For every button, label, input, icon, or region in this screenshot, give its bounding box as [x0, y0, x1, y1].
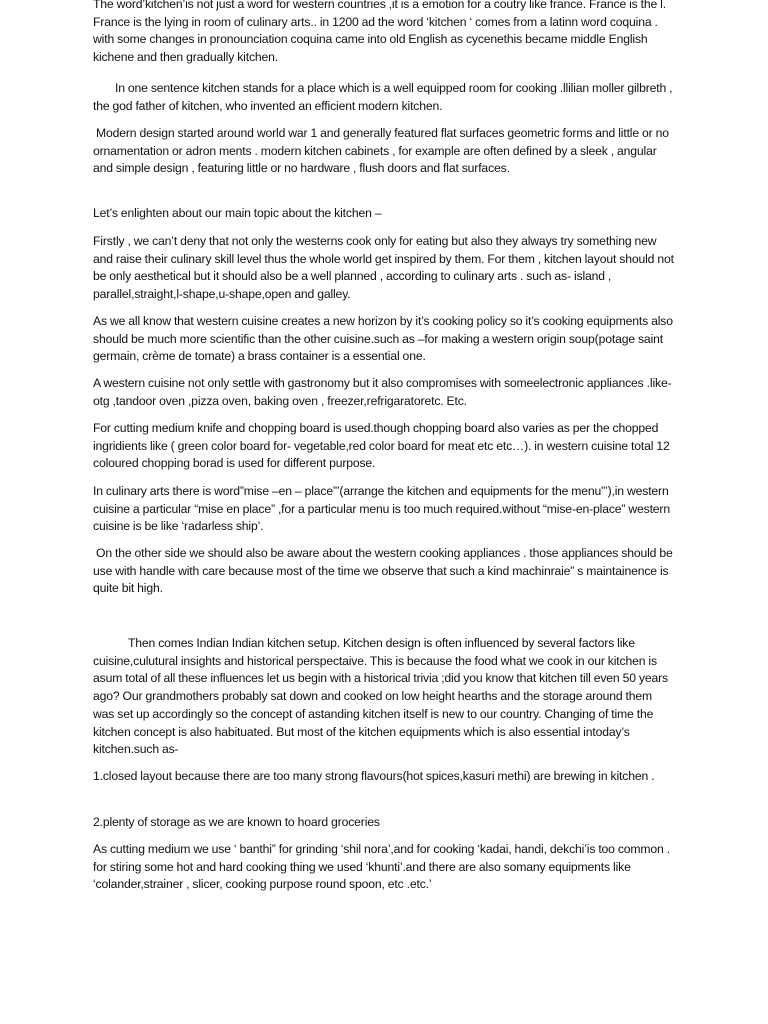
list-item-closed-layout: 1.closed layout because there are too many strong flavours(hot spices,kasuri methi) are brewing in kitchen .	[93, 769, 655, 783]
paragraph-western-equipment: As we all know that western cuisine creates a new horizon by it’s cooking policy so it’s cooking equipments also should be much more scientific than the other cuisine.such as –for making a western origin soup(potage saint germain, crème de tomate) a brass container is a essential one.	[93, 314, 673, 364]
paragraph-definition: In one sentence kitchen stands for a place which is a well equipped room for cooking .llilian moller gilbreth , the god father of kitchen, who invented an efficient modern kitchen.	[93, 81, 673, 113]
paragraph-mise-en-place: In culinary arts there is word”mise –en – place”’(arrange the kitchen and equipments for the menu”’),in western cuisine a particular “mise en place” ,for a particular menu is too much required.without “mise-en-place” western cuisine is be like ‘radarless ship’.	[93, 484, 670, 534]
list-item-storage: 2.plenty of storage as we are known to hoard groceries	[93, 815, 380, 829]
paragraph-western-layout: Firstly , we can’t deny that not only the westerns cook only for eating but also they always try something new and raise their culinary skill level thus the whole world get inspired by them. For them , kitchen layout should not be only aesthetical but it should also be a well planned , according to culinary arts . such as- island , parallel,straight,l-shape,u-shape,open and galley.	[93, 234, 674, 302]
paragraph-intro: The word’kitchen’is not just a word for western countries ,it is a emotion for a coutry like france. France is the l. France is the lying in room of culinary arts.. in 1200 ad the word ‘kitchen ‘ comes from a latinn word coquina . with some changes in pronounciation coquina came into old English as cycenethis became middle English kichene and then gradually kitchen.	[93, 0, 666, 65]
paragraph-indian-kitchen: Then comes Indian Indian kitchen setup. Kitchen design is often influenced by several factors like cuisine,culutural insights and historical perspectaive. This is because the food what we cook in our kitchen is asum total of all these influences let us begin with a historical trivia ;did you know that kitchen till even 50 years ago? Our grandmothers probably sat down and cooked on low height hearths and the storage around them was set up accordingly so the concept of astanding kitchen itself is new to our country. Changing of time the kitchen concept is also habituated. But most of the kitchen equipments which is also essential intoday’s kitchen.such as-	[93, 636, 668, 757]
paragraph-electronic-appliances: A western cuisine not only settle with gastronomy but it also compromises with someelectronic appliances .like- otg ,tandoor oven ,pizza oven, baking oven , freezer,refrigaratoretc. Etc.	[93, 376, 672, 408]
paragraph-main-topic: Let’s enlighten about our main topic about the kitchen –	[93, 206, 382, 220]
paragraph-modern-design: Modern design started around world war 1 and generally featured flat surfaces geometric forms and little or no ornamentation or adron ments . modern kitchen cabinets , for example are often defined by a sleek , angular and simple design , featuring little or no hardware , flush doors and flat surfaces.	[93, 126, 669, 176]
paragraph-appliance-care: On the other side we should also be aware about the western cooking appliances . those appliances should be use with handle with care because most of the time we observe that such a kind machinraie” s maintainence is quite bit high.	[93, 546, 673, 596]
paragraph-indian-equipment: As cutting medium we use ‘ banthi” for grinding ‘shil nora’,and for cooking ‘kadai, handi, dekchi’is too common . for stiring some hot and hard cooking thing we used ‘khunti’.and there are also somany equipments like ‘colander,strainer , slicer, cooking purpose round spoon, etc .etc.’	[93, 842, 670, 892]
paragraph-chopping-boards: For cutting medium knife and chopping board is used.though chopping board also varies as per the chopped ingridients like ( green color board for- vegetable,red color board for meat etc etc…). in western cuisine total 12 coloured chopping borad is used for different purpose.	[93, 421, 670, 471]
